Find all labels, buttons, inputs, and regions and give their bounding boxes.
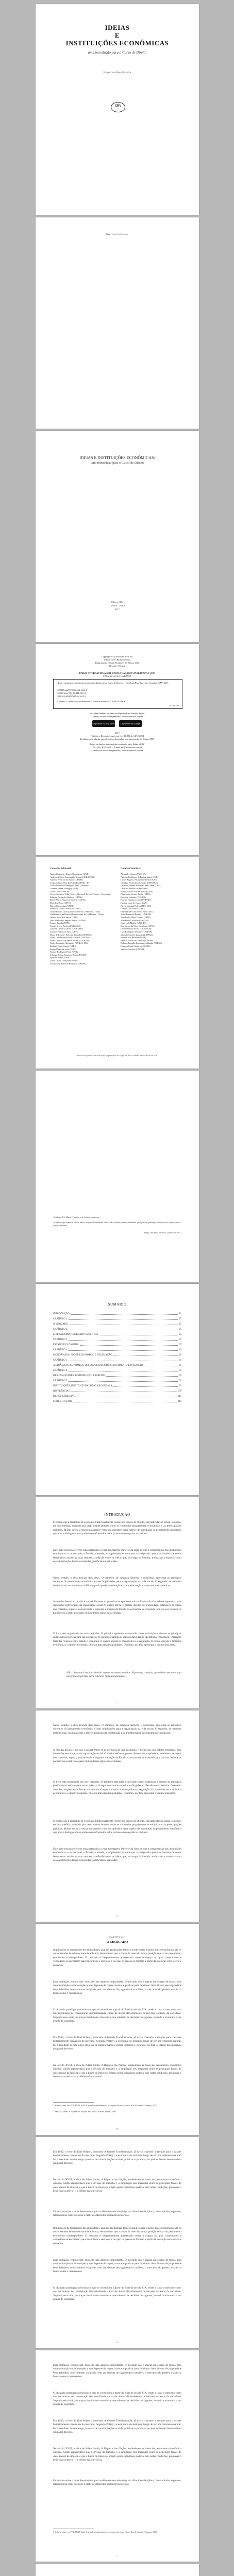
toc-row[interactable] — [53, 1354, 181, 1357]
scientific-committee-title: Comitê Científico: — [121, 868, 141, 870]
cover-page — [36, 4, 199, 215]
toc-entry-page: 25 — [179, 1333, 181, 1336]
scientific-member: Edson Kiyoshi Nacata Junior (UNIP) — [121, 890, 153, 893]
toc-dot-leader — [113, 1354, 178, 1356]
toc-row[interactable] — [53, 1328, 181, 1331]
toc-dot-leader — [68, 1359, 178, 1361]
scientific-member: Elisa Maria Gomes Rocha (UFPE) — [121, 893, 151, 896]
contact-line: Tel.: (41) 3039-6418 – E-mail: sac@editoracrv.com.br — [92, 746, 142, 749]
scientific-member: Claudine Rodembusch Rocha (FEEVALE) — [121, 881, 158, 884]
editorial-member: Carlos Alberto Vilar Estêvão (UMINHO – PT) — [50, 881, 91, 884]
chapter-1-page-4 — [36, 2564, 199, 2576]
ch1-paragraph-2: Essa definição, embora útil, deixa de lado aspectos importantes. O mercado não é apenas um espaço de trocas, mas uma instituição social complexa, que depende de regras, normas e práticas para funcionar. Sem direitos de propriedade bem definidos, sem contratos exigíveis, sem um sistema de pagamentos confiável, o mercado não poderia existir na forma como o conhecemos. — [53, 1980, 181, 1995]
toc-entry-title: LIBERALISMO E MERCADO: A CRÍTICA — [53, 1333, 98, 1336]
toc-entry-page: 79 — [179, 1375, 181, 1377]
toc-entry-title: CAPÍTULO 2 — [53, 1328, 68, 1331]
scientific-member: Marcelo Sanchez Zanotto (UNIPAR) — [121, 933, 153, 936]
editorial-member: Maria de Lourdes Pinto de Almeida (UNOESC) — [50, 933, 92, 936]
editorial-member: Aldira Guimarães Duarte Domínguez (UNB) — [50, 873, 89, 875]
toc-entry-title: CAPÍTULO 7 — [53, 1380, 68, 1382]
scientific-member: Eveline Lima de Castro (FA7) — [121, 902, 147, 904]
toc-entry-page: 37 — [179, 1338, 181, 1341]
toc-row[interactable] — [53, 1364, 181, 1367]
reproduction-notice: Proibida a reprodução parcial ou total desta obra sem autorização da Editora CRV — [80, 738, 155, 740]
toc-row[interactable] — [53, 1349, 181, 1352]
toc-row[interactable] — [53, 1333, 181, 1336]
toc-entry-page: 61 — [179, 1359, 181, 1362]
intro-paragraph-1: O ensino que a disciplina de economia tradicionalmente recebe nos cursos de Direito, em particular no Brasil, tem sido, em boa medida, marcado por certo distanciamento entre os conteúdos propriamente econômicos e as preocupações jurídicas. Muitas vezes, a disciplina aparece como um apêndice, uma espécie de introdução ao pensamento econômico que pouco dialoga com os problemas enfrentados pelos juristas em sua prática cotidiana. — [53, 1521, 181, 1536]
signature-line: Hugo Luís Pena Ferreira, outubro de 2017. — [144, 1231, 181, 1234]
title-page — [36, 431, 199, 642]
editorial-member: Sydione Santos (UEPG) — [50, 956, 71, 959]
page-number: 17 — [116, 2554, 119, 2557]
editorial-member: Sérgio Nunes de Jesus (IFRO) — [50, 947, 76, 951]
toc-row[interactable] — [53, 1380, 181, 1383]
toc-entry-title: A DINÂMICA ECONÔMICA: DESENVOLVIMENTO, CRESCIMENTO E INCLUSÃO — [53, 1364, 143, 1367]
chapter-1-page-3 — [36, 2350, 199, 2562]
toc-entry-page: 49 — [179, 1354, 181, 1357]
scientific-member: Emerson Gabardo (PUC/PR) — [121, 895, 146, 899]
toc-entry-title: ESTADO E ECONOMIA — [53, 1344, 79, 1346]
toc-row[interactable] — [53, 1313, 181, 1316]
toc-row[interactable] — [53, 1369, 181, 1372]
intro2-paragraph-2: A escolha desses eixos não é casual. Parte-se da premissa de que economia e direito não são esferas separadas, mas dimensões entrelaçadas da organização social. O direito define e garante direitos de propriedade, estabelece as regras dos contratos, regula a concorrência e organiza a atuação do Estado na economia. A economia, por sua vez, fornece os parâmetros a partir dos quais muitas dessas regras são avaliadas. — [53, 1749, 181, 1764]
toc-row[interactable] — [53, 1395, 181, 1398]
editorial-member: Elione Maria Nogueira Diogenes (UFAL) — [50, 899, 86, 902]
copyright-line: Copyright © da Editora CRV Ltda. — [101, 655, 133, 658]
toc-row[interactable] — [53, 1385, 181, 1388]
toc-entry-page: 115 — [177, 1395, 181, 1398]
toc-entry-page: 93 — [179, 1380, 181, 1382]
title-page-publisher: Editora CRV — [111, 601, 123, 603]
catalog-record: Ideias e instituições econômicas: uma introdução para o Curso de Direito / Hugo Luís Pena Ferreira – Curitiba : CRV, 2017. — [57, 682, 169, 684]
editorial-member: Antônio Pereira Gaio Júnior (UFRRJ) — [50, 878, 83, 882]
toc-dot-leader — [68, 1369, 178, 1371]
intro-page-2 — [36, 1710, 199, 1922]
editorial-member: Francisco Carlos Duarte (PUC-PR) — [50, 907, 81, 910]
scientific-member: Carlos Augusto Alcântara Machado (UFS) — [121, 878, 158, 882]
cover-title-line-2: E — [114, 31, 120, 39]
isbn-digital: ISBN Digital 978-85-444-1614-2 — [57, 689, 87, 691]
toc-row[interactable] — [53, 1400, 181, 1403]
editorial-member: Maria Cristina dos Santos Bezerra (UFSCar) — [50, 939, 89, 942]
toc-entry-title: SOBRE O AUTOR — [53, 1400, 73, 1403]
ch1c-paragraph-1: Essa definição, embora útil, deixa de lado aspectos importantes. O mercado não é apenas um espaço de trocas, mas uma instituição social complexa, que depende de regras, normas e práticas para funcionar. Sem direitos de propriedade bem definidos, sem contratos exigíveis, sem um sistema de pagamentos confiável, o mercado não poderia existir na forma como o conhecemos. — [53, 2364, 181, 2379]
toc-entry-title: CAPÍTULO 1 — [53, 1318, 68, 1320]
editorial-member: Andréia da Silva Quintanilha Sousa (UNIR/UFRN) — [50, 875, 95, 878]
cover-title-line-1: IDEIAS — [105, 24, 130, 31]
toc-entry-title: MONOPÓLIOS, PODER ECONÔMICO E REGULAÇÃO — [53, 1354, 112, 1357]
toc-entry-page: 11 — [179, 1313, 181, 1315]
toc-dot-leader — [144, 1364, 178, 1366]
toc-entry-page: 79 — [179, 1369, 181, 1372]
toc-entry-page: 93 — [179, 1385, 181, 1387]
editorial-member: João Adalberto Campato Junior (UNESP) — [50, 919, 87, 922]
intro-paragraph-4: A escolha desses eixos não é casual. Parte-se da premissa de que economia e direito não são esferas separadas, mas dimensões entrelaçadas da organização social. O direito define e garante direitos de propriedade, estabelece as regras dos contratos, regula a concorrência e organiza a atuação do Estado na economia. A economia, por sua vez, fornece os parâmetros a partir dos quais muitas dessas regras são avaliadas. — [53, 1600, 181, 1615]
editor-line: Editor-chefe: Railson Moura — [104, 658, 130, 661]
toc-row[interactable] — [53, 1344, 181, 1347]
editorial-member: Carmen Tereza Velanga (UNIR) — [50, 887, 78, 890]
intro-paragraph-2: Este livro procura oferecer uma alternativa a essa abordagem. Parte-se da ideia de que a compreensão das instituições econômicas — o mercado, o Estado, a moeda, a propriedade, os contratos — exige não apenas o domínio de certas ferramentas analíticas, mas também a reflexão sobre as ideias que, ao longo da história, moldaram a maneira como essas instituições foram concebidas, justificadas e criticadas. — [53, 1549, 181, 1564]
scientific-member: Flávio Quinaud Pedron (PUC-MG) — [121, 904, 152, 907]
isbn-physical: ISBN Físico 978-85-444-1615-9 — [57, 692, 87, 694]
scientific-member: Roberto Brandão Federman Saldanha (UFRGS) — [121, 942, 162, 945]
rights-year: 2017 — [115, 732, 120, 734]
scientific-member: Maria Lúcia Barbosa (UFPE) — [121, 936, 146, 939]
toc-entry-title: REFERÊNCIAS — [53, 1390, 70, 1393]
scientific-member: José Sérgio da Silva Cristóvam (UFSC) — [121, 924, 155, 927]
toc-dot-leader — [68, 1349, 178, 1351]
toc-row[interactable] — [53, 1323, 181, 1326]
dedication-text: À Juliana. E à Maria Fernanda e ao Antônio, por tudo. — [53, 1216, 100, 1218]
dedication-page — [36, 1071, 199, 1282]
scientific-member: Ernesto Nogueira Lima (UNIPAR) — [121, 899, 151, 902]
store-badges — [36, 720, 199, 732]
editorial-member: Guillermo Arias Beatón (Universidade de La Havana – Cuba) — [50, 913, 104, 916]
toc-entry-page: 15 — [179, 1323, 181, 1326]
toc-dot-leader — [74, 1400, 177, 1402]
editorial-member: Carlos Federico Dominguez Avila (Unieuro) — [50, 884, 89, 887]
launch-notice: Conheça os nossos lançamentos: www.editoracrv.com.br — [91, 715, 143, 718]
toc-dot-leader — [68, 1318, 178, 1320]
page-number: 16 — [116, 2341, 119, 2344]
editorial-member: Élsio José Corá (UFFS) — [50, 902, 71, 904]
chapter-title: O MERCADO — [106, 1940, 128, 1944]
legal-deposit: Foi feito o Depósito Legal conf. Lei 10.994 de 14/12/2004 — [91, 735, 144, 737]
scientific-member: Helena Beatriz de Moura Belle (UEG) — [121, 910, 154, 913]
cip-heading: DADOS INTERNACIONAIS DE CATALOGAÇÃO NA PUBLICAÇÃO (CIP) — [79, 672, 156, 674]
chapter-1-page-2 — [36, 2137, 199, 2348]
editorial-member: Maria Lília Imbiriba Sousa Colares (UFOPA) — [50, 936, 90, 939]
scientific-member: João Pedro Carvalho (UNIFOR) — [121, 919, 149, 922]
colophon-page — [36, 644, 199, 855]
ch1b-paragraph-5: Essa definição, embora útil, deixa de lado aspectos importantes. O mercado não é apenas um espaço de trocas, mas uma instituição social complexa, que depende de regras, normas e práticas para funcionar. Sem direitos de propriedade bem definidos, sem contratos exigíveis, sem um sistema de pagamentos confiável, o mercado não poderia existir na forma como o conhecemos. — [53, 2259, 181, 2274]
editorial-member: Solange Helena Ximenes-Rocha (UFOPA) — [50, 953, 87, 956]
cover-subtitle: uma introdução para o Curso de Direito — [88, 50, 147, 55]
toc-dot-leader — [69, 1323, 178, 1325]
cover-author: Hugo Luís Pena Ferreira — [103, 71, 131, 74]
half-title-author: Hugo Luís Pena Ferreira — [106, 233, 129, 235]
editorial-member: Lídia de Oliveira Xavier (UNIEURO) — [50, 927, 83, 930]
scientific-member: Gabriel Dias Ramos (UFRJ) — [121, 907, 145, 910]
digital-notice: Esta obra também encontra-se disponível em formato digital. — [89, 712, 145, 715]
ch1b-paragraph-3: Os estudos sobre o tema demonstram que a análise do mercado exige um olhar interdisciplinar. Nos capítulos seguintes, retomaremos essas questões a partir de diferentes perspectivas teóricas. — [53, 2210, 181, 2217]
scientific-member: Antonio Rodrigues de Freitas Junior (USP) — [121, 875, 158, 878]
toc-entry-page: 25 — [179, 1328, 181, 1331]
toc-row[interactable] — [53, 1359, 181, 1362]
editorial-member: Josania Portela (UFPI) — [50, 922, 70, 925]
intro-quote: Não cabe a um livro introdutório esgotar os temas tratados. Espera-se, contudo, que o leitor encontre aqui um ponto de partida para reflexões mais aprofundadas. — [66, 1671, 181, 1679]
publisher-logo: CRV — [111, 102, 125, 112]
toc-entry-title: CAPÍTULO 3 — [53, 1338, 68, 1341]
toc-entry-title: O MERCADO — [53, 1323, 68, 1326]
subjects-line: 1. Direito 2. Instituições econômicas 3. Ideias econômicas I. Título II. Série — [57, 700, 125, 703]
ch1c-paragraph-5: Os estudos sobre o tema demonstram que a análise do mercado exige um olhar interdisciplinar. Nos capítulos seguintes, retomaremos essas questões a partir de diferentes perspectivas teóricas. — [53, 2479, 181, 2486]
ch1-paragraph-5: No século XVIII, a obra de Adam Smith, A Riqueza das Nações, estabeleceu as bases do pensamento econômico clássico. Smith argumentava que a divisão do trabalho e a ampliação dos mercados eram as principais fontes do crescimento da riqueza, e que a busca do interesse próprio pelos indivíduos poderia, sob certas condições, promover o bem-estar coletivo — a célebre mão invisível. — [53, 2064, 181, 2079]
scientific-member: Rodrigo Costa Ferreira (UNIPAR) — [121, 945, 151, 947]
editorial-member: Elizeu Clementino (UNEB) — [50, 904, 74, 907]
toc-entry-page: 109 — [177, 1390, 181, 1393]
toc-page — [36, 1284, 199, 1495]
page-number: 15 — [116, 2128, 119, 2130]
ch1b-paragraph-6: O chamado paradigma neoclássico, que se consolidou a partir do final do século XIX, tende a tratar o mercado como um mecanismo de coordenação descentralizada, capaz de alocar eficientemente os recursos escassos da sociedade. Segundo essa visão, os preços funcionam como sinais que orientam as decisões dos agentes, levando a economia a um estado de equilíbrio. — [53, 2286, 181, 2301]
ch1-paragraph-4: Em 1949, o livro de Karl Polanyi, intitulado A Grande Transformação, já havia chamado a atenção para o caráter historicamente construído do mercado. Segundo Polanyi, a economia de mercado, longe de ser um fenômeno natural, foi o resultado de um longo processo de transformações sociais, políticas e jurídicas, no qual o Estado desempenhou um papel decisivo. — [53, 2036, 181, 2051]
toc-dot-leader — [68, 1380, 178, 1382]
toc-entry-page: 119 — [177, 1400, 181, 1403]
title-page-subtitle: uma introdução para o Curso de Direito — [90, 461, 144, 465]
editorial-member: Tadeu Oliver Gonçalves (UFPA) — [50, 959, 78, 962]
title-page-year: 2017 — [115, 608, 120, 611]
toc-dot-leader — [71, 1390, 177, 1392]
toc-entry-title: CAPÍTULO 5 — [53, 1359, 68, 1362]
scientific-member: Vanessa Cândido (UNIPAR) — [121, 947, 145, 951]
scientific-member: Cristiano Becker Isaia (UFSM) — [121, 887, 148, 890]
toc-entry-title: CAPÍTULO 6 — [53, 1369, 68, 1372]
site-line: Conheça os nossos lançamentos: www.editoracrv.com.br — [91, 749, 143, 752]
footnote-1: 1 Sobre o tema, ver POLANYI, Karl. A grande transformação: as origens da nossa época. Rio de Janeiro: Campus, 2000. — [53, 2104, 158, 2107]
editorial-member: Gloria Fariñas León (Universidade de La Havana – Cuba) — [50, 910, 101, 913]
intro-paragraph-3: Nesse sentido, a obra articula dois eixos. O primeiro, de natureza histórica e conceitual, apresenta as principais correntes do pensamento econômico e suas implicações para a organização da vida social. O segundo, de natureza institucional, examina como o Direito participa da constituição e da transformação das estruturas econômicas. — [53, 1577, 181, 1587]
peer-review-note: Este livro passou por avaliação e aprovação às cegas de dois ou mais pareceristas ad hoc. — [77, 1054, 158, 1057]
ch1-paragraph-1: Implicações da linearidade dos indicadores, análises produzidas desde as tradicionais relações macroeconômicas até os atuais estudos de microeconomia aplicada, demonstram que a noção de mercado ocupa posição central no pensamento econômico contemporâneo. O mercado é frequentemente apresentado como o espaço no qual compradores e vendedores se encontram para trocar bens e serviços, e no qual os preços se formam a partir da interação entre oferta e demanda. — [53, 1948, 181, 1967]
toc-row[interactable] — [53, 1338, 181, 1342]
google-play-badge[interactable]: Disponível no Google Play — [119, 720, 142, 727]
editorial-member: Tania Suely Azevedo Brasileiro (UFOPA) — [50, 962, 87, 965]
ch1c-paragraph-4: No século XVIII, a obra de Adam Smith, A Riqueza das Nações, estabeleceu as bases do pensamento econômico clássico. Smith argumentava que a divisão do trabalho e a ampliação dos mercados eram as principais fontes do crescimento da riqueza, e que a busca do interesse próprio pelos indivíduos poderia, sob certas condições, promover o bem-estar coletivo — a célebre mão invisível. — [53, 2447, 181, 2462]
half-title-page — [36, 217, 199, 429]
toc-entry-page: 61 — [179, 1364, 181, 1367]
intro-paragraph-5: O livro está organizado em sete capítulos. O primeiro apresenta o mercado como instituição e discute as principais justificativas teóricas para sua existência. O segundo examina as críticas dirigidas ao liberalismo econômico. O terceiro trata das relações entre Estado e economia. O quarto aborda os monopólios e a regulação. O quinto discute a dinâmica econômica e o desenvolvimento. O sexto trata das desigualdades. O sétimo, por fim, apresenta o institucionalismo. — [53, 1632, 181, 1647]
cip-subheading: CATALOGAÇÃO NA FONTE — [103, 675, 132, 677]
toc-title: SUMÁRIO — [108, 1302, 127, 1307]
toc-entry-title: INSTITUIÇÕES, INSTITUCIONALISMO E ECONOMIA — [53, 1385, 112, 1387]
toc-entry-page: 49 — [179, 1349, 181, 1351]
toc-entry-title: INTRODUÇÃO — [53, 1313, 70, 1315]
scientific-member: João Paulo Allain Teixeira (UFPE) — [121, 916, 151, 919]
ch1c-paragraph-3: Em 1949, o livro de Karl Polanyi, intitulado A Grande Transformação, já havia chamado a atenção para o caráter historicamente construído do mercado. Segundo Polanyi, a economia de mercado, longe de ser um fenômeno natural, foi o resultado de um longo processo de transformações sociais, políticas e jurídicas, no qual o Estado desempenhou um papel decisivo. — [53, 2419, 181, 2434]
ch1b-paragraph-2: No século XVIII, a obra de Adam Smith, A Riqueza das Nações, estabeleceu as bases do pensamento econômico clássico. Smith argumentava que a divisão do trabalho e a ampliação dos mercados eram as principais fontes do crescimento da riqueza, e que a busca do interesse próprio pelos indivíduos poderia, sob certas condições, promover o bem-estar coletivo — a célebre mão invisível. — [53, 2178, 181, 2193]
toc-row[interactable] — [53, 1390, 181, 1393]
title-page-place: Curitiba – Brasil — [109, 604, 125, 607]
intro-title: INTRODUÇÃO — [104, 1513, 130, 1517]
intro2-paragraph-4: O ensino que a disciplina de economia tradicionalmente recebe nos cursos de Direito, em particular no Brasil, tem sido, em boa medida, marcado por certo distanciamento entre os conteúdos propriamente econômicos e as preocupações jurídicas. Muitas vezes, a disciplina aparece como um apêndice, uma espécie de introdução ao pensamento econômico que pouco dialoga com os problemas enfrentados pelos juristas em sua prática cotidiana. — [53, 1820, 181, 1835]
toc-dot-leader — [68, 1328, 178, 1330]
toc-entry-page: 15 — [179, 1318, 181, 1320]
scientific-member: Jorge Luís Mialhe (UNIMEP) — [121, 922, 147, 925]
intro-page — [36, 1497, 199, 1708]
scientific-member: Luiz Rodrigues Wambier (UNIPAR) — [121, 930, 153, 933]
page-number: 12 — [116, 1914, 119, 1917]
scientific-member: Jaime Fernando Bertuol (UNIPAR) — [121, 913, 152, 916]
scientific-member: Alexandre Sanson (PUC-SP) — [121, 873, 146, 875]
ch1-paragraph-3: O chamado paradigma neoclássico, que se consolidou a partir do final do século XIX, tende a tratar o mercado como um mecanismo de coordenação descentralizada, capaz de alocar eficientemente os recursos escassos da sociedade. Segundo essa visão, os preços funcionam como sinais que orientam as decisões dos agentes, levando a economia a um estado de equilíbrio. — [53, 2008, 181, 2023]
scientific-member: Patrícia Toledo de Campos (UNESP) — [121, 939, 153, 942]
doi-line: DOI 10.24824/978854441615.9 — [57, 695, 86, 698]
intro2-paragraph-5: Este livro procura oferecer uma alternativa a essa abordagem. Parte-se da ideia de que a compreensão das instituições econômicas — o mercado, o Estado, a moeda, a propriedade, os contratos — exige não apenas o domínio de certas ferramentas analíticas, mas também a reflexão sobre as ideias que, ao longo da história, moldaram a maneira como essas instituições foram concebidas, justificadas e criticadas. — [53, 1848, 181, 1862]
toc-dot-leader — [106, 1375, 178, 1377]
title-page-title: IDEIAS E INSTITUIÇÕES ECONÔMICAS: — [79, 455, 155, 460]
editorial-member: Jailson Alves dos Santos (UFRJ) — [50, 916, 78, 919]
footnote-1: 1 Sobre o tema, ver POLANYI, Karl. A grande transformação: as origens da nossa época. Rio de Janeiro: Campus, 2000. — [53, 2531, 158, 2533]
editorial-member: Paulo Romualdo Hernandes (UNIFAL-MG) — [50, 942, 89, 945]
rights-reserved: Todos os direitos desta edição reservados pela: Editora CRV — [90, 743, 145, 745]
responsibility-note: As ideias aqui expostas são de inteira responsabilidade do autor e não refletem, necessariamente, posições de quaisquer instituições às quais o autor esteja vinculado. — [53, 1221, 181, 1227]
footnote-2: 2 SMITH, Adam. A riqueza das nações. São Paulo: Martins Fontes, 2003. — [53, 2110, 117, 2113]
ch1c-paragraph-2: O chamado paradigma neoclássico, que se consolidou a partir do final do século XIX, tende a tratar o mercado como um mecanismo de coordenação descentralizada, capaz de alocar eficientemente os recursos escassos da sociedade. Segundo essa visão, os preços funcionam como sinais que orientam as decisões dos agentes, levando a economia a um estado de equilíbrio. — [53, 2392, 181, 2406]
editorial-member: Celso Conti (UFSCar) — [50, 890, 70, 893]
toc-dot-leader — [71, 1313, 178, 1315]
footnote-rule — [53, 2102, 94, 2103]
editorial-member: Eduardo Fernandes Barbosa (UFMG) — [50, 895, 83, 899]
cdd-line: CDD 330 — [170, 704, 179, 707]
toc-row[interactable] — [53, 1375, 181, 1378]
council-page — [36, 857, 199, 1069]
cover-design-line: Diagramação e Capa: Designers da Editora CRV — [95, 662, 140, 664]
chapter-number: CAPÍTULO 1 — [109, 1936, 126, 1939]
toc-row[interactable] — [53, 1318, 181, 1321]
toc-entry-title: DESIGUALDADES, DISTRIBUIÇÃO E DIREITO — [53, 1375, 105, 1377]
catalog-record-box — [53, 679, 182, 709]
ch1b-paragraph-1: Em 1949, o livro de Karl Polanyi, intitulado A Grande Transformação, já havia chamado a atenção para o caráter historicamente construído do mercado. Segundo Polanyi, a economia de mercado, longe de ser um fenômeno natural, foi o resultado de um longo processo de transformações sociais, políticas e jurídicas, no qual o Estado desempenhou um papel decisivo. — [53, 2150, 181, 2165]
editorial-member: Rodrigo Pratte-Santos (UFES) — [50, 945, 77, 947]
scientific-member: Leonel Severo Rocha (UNISINOS) — [121, 927, 152, 930]
intro2-paragraph-1: Nesse sentido, a obra articula dois eixos. O primeiro, de natureza histórica e conceitual, apresenta as principais correntes do pensamento econômico e suas implicações para a organização da vida social. O segundo, de natureza institucional, examina como o Direito participa da constituição e da transformação das estruturas econômicas. — [53, 1724, 181, 1735]
editorial-member: Cesar Gerónimo Tello (Univer. Nacional Três de Febrero – Argentina) — [50, 893, 111, 896]
editorial-council-title: Conselho Editorial: — [50, 868, 72, 870]
ch1b-paragraph-4: Implicações da linearidade dos indicadores, análises produzidas desde as tradicionais relações macroeconômicas até os atuais estudos de microeconomia aplicada, demonstram que a noção de mercado ocupa posição central no pensamento econômico contemporâneo. O mercado é frequentemente apresentado como o espaço no qual compradores e vendedores se encontram para trocar bens e serviços, e no qual os preços se formam a partir da interação entre oferta e demanda. — [53, 2227, 181, 2245]
editorial-member: Lourdes Helena da Silva (UFV) — [50, 930, 78, 933]
app-store-badge[interactable]: Disponível no App Store — [92, 720, 115, 727]
editorial-member: Simone Rodrigues Pinto (UNB) — [50, 951, 78, 954]
chapter-1-page — [36, 1924, 199, 2135]
toc-entry-title: CAPÍTULO 4 — [53, 1349, 68, 1351]
cover-title-line-3: INSTITUIÇÕES ECONÔMICAS — [65, 39, 169, 47]
toc-entry-title: ÍNDICE REMISSIVO — [53, 1395, 76, 1398]
editorial-member: Leonel Severo Rocha (UNISINOS) — [50, 924, 81, 927]
revision-line: Revisão: O Autor — [109, 665, 125, 667]
intro2-paragraph-3: O livro está organizado em sete capítulos. O primeiro apresenta o mercado como instituição e discute as principais justificativas teóricas para sua existência. O segundo examina as críticas dirigidas ao liberalismo econômico. O terceiro trata das relações entre Estado e economia. O quarto aborda os monopólios e a regulação. O quinto discute a dinâmica econômica e o desenvolvimento. O sexto trata das desigualdades. O sétimo, por fim, apresenta o institucionalismo. — [53, 1781, 181, 1795]
toc-dot-leader — [68, 1338, 178, 1341]
page-number: 11 — [116, 1701, 119, 1704]
toc-dot-leader — [76, 1395, 177, 1397]
toc-dot-leader — [99, 1333, 178, 1335]
toc-dot-leader — [113, 1385, 178, 1387]
scientific-member: Cristiane Helena de Paula Lima Cabral (UFSJ) — [121, 884, 161, 887]
toc-entry-page: 37 — [179, 1344, 181, 1346]
toc-dot-leader — [80, 1344, 178, 1346]
